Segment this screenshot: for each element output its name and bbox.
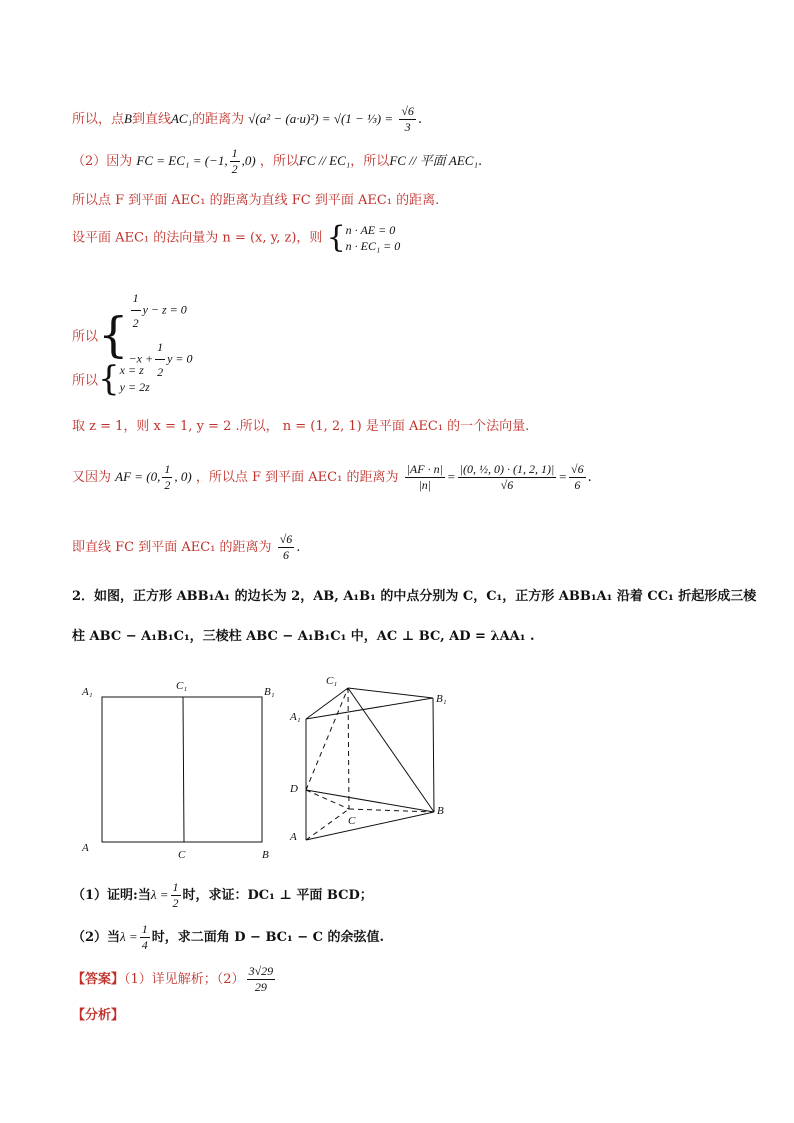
math: ,0)	[241, 153, 256, 168]
edge-A-B	[306, 812, 434, 840]
math-expr: √(a² − (a·u)²) = √(1 − ⅓) =	[248, 111, 394, 126]
den: 6	[574, 478, 581, 492]
label-A1: A₁	[290, 711, 301, 723]
num: 1	[231, 146, 238, 160]
text: （1）证明:当	[72, 888, 151, 903]
num: √6	[401, 104, 414, 118]
num: 1	[172, 880, 179, 894]
num: √6	[279, 532, 293, 546]
fraction	[131, 286, 141, 335]
den: 2	[132, 316, 139, 330]
num: 1	[141, 922, 148, 936]
text: 所以，点	[72, 112, 125, 127]
system	[346, 222, 401, 254]
edge-C1-B1	[348, 688, 433, 698]
fraction	[278, 532, 295, 563]
math: (−1,	[204, 153, 228, 168]
fraction	[405, 462, 445, 493]
fraction	[162, 462, 172, 493]
fraction	[230, 146, 240, 177]
fraction	[247, 964, 276, 995]
question-2-part1	[72, 880, 373, 911]
distance-formula-line: 又因为 AF = (0, $\frac{1}{2}$ , 0) ，所以点 F 到平面 AEC₁ 的距离为 $\frac{|AF \cdot n|}{|n|}$ = $\frac{\text{|(0, ½, 0) · (1, 2, 1)|}}{√6}$ = $\frac{√6}{6}$ .	[72, 462, 592, 492]
num: 1	[131, 286, 141, 311]
fc-parallel-line: （2）因为 FC = EC₁ = (−1, $\frac{1}{2}$ ,0) ，所以FC // EC₁，所以FC // 平面 AEC₁.	[72, 146, 483, 176]
label-C1: C₁	[176, 680, 188, 692]
num: |AF · n|	[406, 462, 443, 476]
den: 6	[282, 548, 289, 562]
question-2-line1	[72, 585, 756, 604]
text: 时，求证：DC₁ ⊥ 平面 BCD；	[182, 888, 373, 903]
num: 1	[164, 462, 171, 476]
text: 所以点 F 到平面 AEC₁ 的距离为直线 FC 到平面 AEC₁ 的距离.	[72, 193, 440, 208]
text: 的距离为	[192, 112, 245, 127]
text: ，所以点 F 到平面 AEC₁ 的距离为	[195, 470, 399, 485]
math: FC = EC₁ =	[136, 153, 205, 168]
question-2-part2	[72, 922, 384, 953]
text: 到直线	[131, 112, 171, 127]
math: AF = (0,	[115, 469, 161, 484]
text: 设平面 AEC₁ 的法向量为 n = (x, y, z)，则	[72, 230, 323, 246]
edge-B1-B	[433, 698, 434, 812]
den: |n|	[418, 478, 432, 492]
eq: y = 0	[167, 351, 193, 366]
label-B1: B₁	[436, 693, 447, 705]
eq: n · AE = 0	[345, 223, 396, 237]
fraction	[458, 462, 557, 493]
math: FC // 平面 AEC₁	[389, 153, 478, 168]
label-A: A	[290, 831, 297, 843]
label-C1: C₁	[326, 675, 338, 687]
math: B	[124, 111, 132, 126]
den: 3	[404, 120, 411, 134]
edge-A1-B1	[306, 698, 433, 719]
label-D: D	[290, 783, 298, 795]
text: 2．如图，正方形 ABB₁A₁ 的边长为 2，AB, A₁B₁ 的中点分别为 C，C₁，正方形 ABB₁A₁ 沿着 CC₁ 折起形成三棱	[72, 589, 757, 604]
math: FC // EC₁	[298, 153, 351, 168]
math: λ =	[120, 929, 138, 944]
distance-equivalence-line	[72, 189, 439, 208]
label-B: B	[262, 849, 269, 861]
num: 3√29	[248, 964, 274, 978]
num: |(0, ½, 0) · (1, 2, 1)|	[459, 462, 555, 476]
math: , 0)	[174, 469, 192, 484]
eq: x = z	[119, 363, 144, 377]
text: 又因为	[72, 470, 112, 485]
text: （2）因为	[72, 154, 133, 169]
edge-C1-C	[348, 688, 349, 809]
brace: {	[98, 307, 129, 363]
figure-square	[78, 673, 278, 863]
den: 2	[172, 896, 179, 910]
math: λ =	[150, 887, 169, 902]
den: 2	[231, 162, 238, 176]
label-B: B	[437, 805, 444, 817]
text: （2）当	[72, 930, 121, 945]
label-B1: B₁	[264, 686, 275, 698]
eq: n · EC₁ = 0	[345, 239, 401, 253]
edge-D-C	[306, 790, 349, 809]
text: ，所以	[259, 154, 299, 169]
text: ，所以	[350, 154, 390, 169]
brace: {	[326, 220, 346, 255]
brace: {	[98, 359, 120, 399]
analysis-tag: 【分析】	[72, 1008, 125, 1023]
conclusion-line: 即直线 FC 到平面 AEC₁ 的距离为 $\frac{√6}{6}$ .	[72, 532, 301, 562]
label-C: C	[348, 815, 356, 827]
fraction	[399, 104, 416, 135]
text: 时，求二面角 D − BC₁ − C 的余弦值.	[151, 930, 385, 945]
system	[120, 362, 150, 396]
answer-text: （1）详见解析；（2）	[124, 972, 245, 987]
analysis-line	[72, 1004, 124, 1023]
system2-line	[72, 359, 150, 399]
answer-tag: 【答案】	[72, 972, 125, 987]
fraction	[171, 880, 181, 911]
label-A1: A₁	[82, 686, 93, 698]
figure-prism	[286, 672, 466, 852]
text: 即直线 FC 到平面 AEC₁ 的距离为	[72, 540, 272, 555]
fraction	[155, 335, 165, 384]
den: 4	[141, 938, 148, 952]
normal-vector-line	[72, 222, 400, 254]
distance-b-line: 所以，点B到直线AC₁的距离为 √(a² − (a·u)²) = √(1 − ⅓) = $\frac{√6}{3}$ .	[72, 104, 423, 134]
fraction	[140, 922, 150, 953]
edge-D-B	[306, 790, 434, 812]
den: 2	[164, 478, 171, 492]
fraction	[569, 462, 586, 493]
square-midline	[183, 697, 184, 842]
text: 柱 ABC − A₁B₁C₁，三棱柱 ABC − A₁B₁C₁ 中，AC ⊥ BC, AD = λAA₁ .	[72, 629, 535, 644]
den: 2	[157, 365, 164, 379]
eq: y − z = 0	[142, 302, 187, 317]
square-outline	[102, 697, 262, 842]
num: √6	[571, 462, 584, 476]
math: AC₁	[170, 111, 193, 126]
eq: −x +	[128, 351, 154, 366]
normal-result-line	[72, 415, 529, 434]
text: 所以	[72, 373, 99, 389]
question-2-line2	[72, 625, 535, 644]
label-A: A	[82, 842, 89, 854]
text: 取 z = 1，则 x = 1, y = 2 .所以， n = (1, 2, 1) 是平面 AEC₁ 的一个法向量.	[72, 419, 530, 434]
eq: y = 2z	[119, 380, 150, 394]
text: 所以	[72, 329, 99, 345]
num: 1	[155, 335, 165, 360]
den: √6	[500, 478, 514, 492]
den: 29	[254, 980, 267, 994]
edge-C1-B	[348, 688, 434, 812]
answer-line	[72, 964, 277, 995]
label-C: C	[178, 849, 186, 861]
